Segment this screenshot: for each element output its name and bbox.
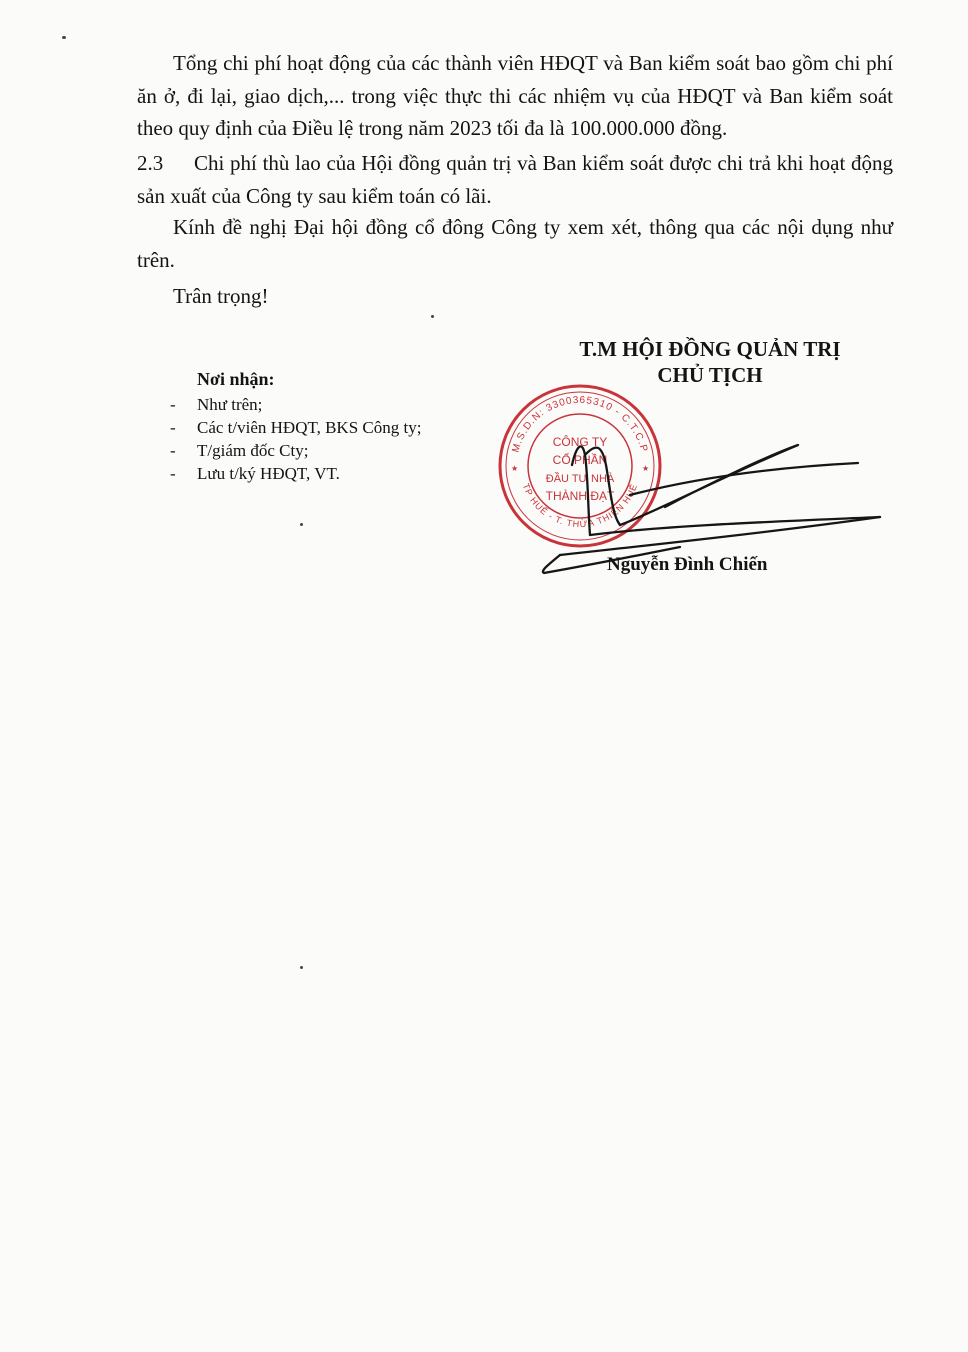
star-icon: ★: [642, 464, 650, 473]
scan-speck: [300, 966, 303, 969]
seal-ring-top: M.S.D.N: 3300365310 - C.T.C.P: [510, 394, 650, 454]
seal-line: CỔ PHẦN: [552, 453, 608, 467]
recipient-item: - T/giám đốc Cty;: [168, 439, 421, 462]
seal-ring-bottom: TP HUẾ - T. THỪA THIÊN HUẾ: [520, 482, 640, 530]
seal-line: THÀNH ĐẠT: [545, 489, 615, 503]
seal-line: CÔNG TY: [552, 435, 608, 449]
closing-greeting: Trân trọng!: [173, 284, 269, 308]
recipient-item: - Các t/viên HĐQT, BKS Công ty;: [168, 416, 421, 439]
scan-speck: [62, 36, 66, 39]
paragraph-request: Kính đề nghị Đại hội đồng cổ đông Công ty xem xét, thông qua các nội dụng như trên.: [137, 215, 893, 272]
scan-speck: [300, 523, 303, 526]
scan-speck: [431, 315, 434, 318]
section-text: Chi phí thù lao của Hội đồng quản trị và Ban kiểm soát được chi trả khi hoạt động sản xuất của Công ty sau kiểm toán có lãi.: [137, 151, 893, 208]
recipients-block: [168, 368, 421, 485]
signatory-role: T.M HỘI ĐỒNG QUẢN TRỊ: [579, 337, 841, 361]
section-number: 2.3: [137, 151, 164, 175]
star-icon: ★: [511, 464, 519, 473]
recipient-item: - Như trên;: [168, 393, 421, 416]
recipients-list: [168, 393, 421, 485]
signatory-name: Nguyễn Đình Chiến: [607, 554, 768, 575]
recipients-title: Nơi nhận:: [197, 369, 275, 389]
signatory-position: CHỦ TỊCH: [657, 363, 763, 387]
recipient-item: - Lưu t/ký HĐQT, VT.: [168, 462, 421, 485]
signatory-title-block: [540, 336, 880, 388]
seal-line: ĐẦU TƯ NHÀ: [545, 473, 615, 485]
paragraph-section-2-3: [137, 147, 893, 212]
paragraph-expense-cap: Tổng chi phí hoạt động của các thành viên HĐQT và Ban kiểm soát bao gồm chi phí ăn ở, đi lại, giao dịch,... trong việc thực thi các nhiệm vụ của HĐQT và Ban kiểm soát theo quy định của Điều lệ trong năm 2023 tối đa là 100.000.000 đồng.: [137, 51, 893, 140]
